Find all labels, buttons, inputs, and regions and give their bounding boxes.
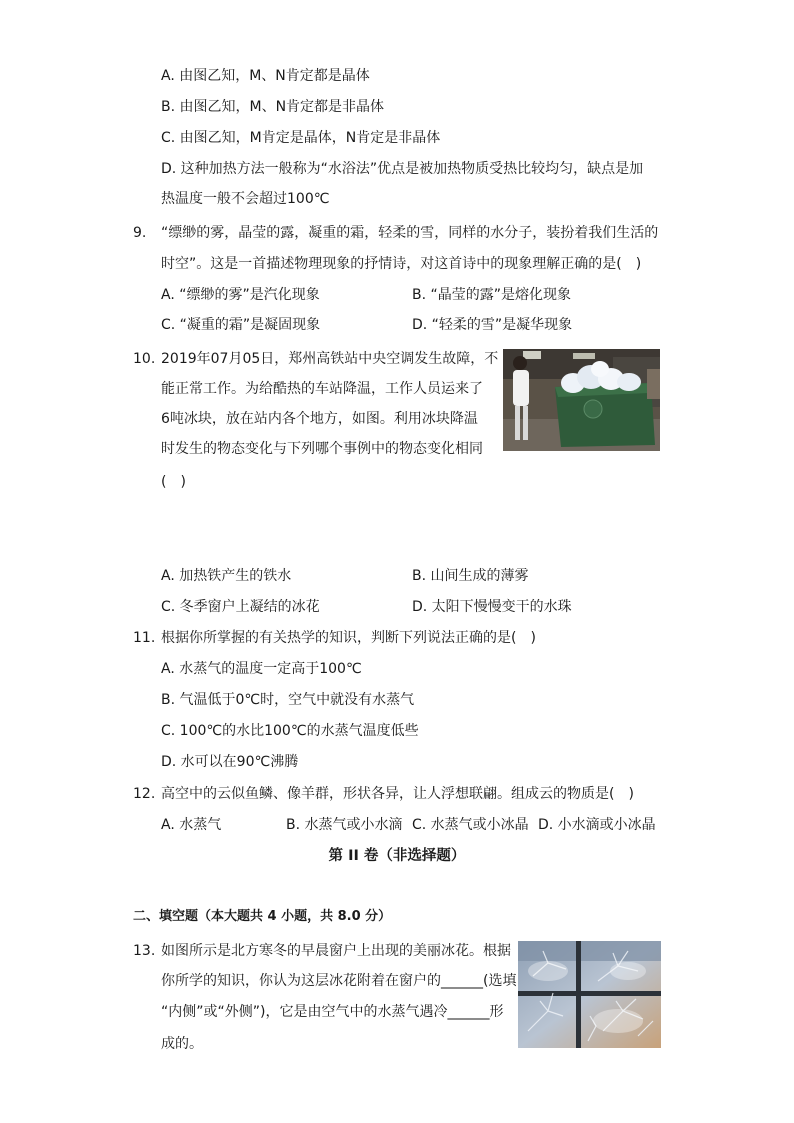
q10-stem-line-3: 6吨冰块，放在站内各个地方，如图。利用冰块降温 — [161, 411, 478, 427]
q11-option-c: C. 100℃的水比100℃的水蒸气温度低些 — [161, 723, 419, 739]
q8-option-d: D. 这种加热方法一般称为“水浴法”优点是被加热物质受热比较均匀，缺点是加 — [161, 161, 644, 177]
q11-option-a: A. 水蒸气的温度一定高于100℃ — [161, 661, 362, 677]
q9-option-b: B. “晶莹的露”是熔化现象 — [412, 287, 572, 303]
q9-number: 9. — [133, 225, 147, 241]
q12-option-c: C. 水蒸气或小冰晶 — [412, 817, 529, 833]
q10-option-b: B. 山间生成的薄雾 — [412, 568, 529, 584]
q11-option-d: D. 水可以在90℃沸腾 — [161, 754, 299, 770]
q9-option-d: D. “轻柔的雪”是凝华现象 — [412, 317, 573, 333]
q10-stem-line-2: 能正常工作。为给酷热的车站降温，工作人员运来了 — [161, 381, 483, 397]
q9-stem-line-2: 时空”。这是一首描述物理现象的抒情诗，对这首诗中的现象理解正确的是( ) — [161, 256, 642, 272]
q8-option-b: B. 由图乙知，M、N肯定都是非晶体 — [161, 99, 385, 115]
q13-number: 13. — [133, 943, 156, 959]
window-frost-photo — [518, 941, 661, 1048]
q13-stem-line-1: 如图所示是北方寒冬的早晨窗户上出现的美丽冰花。根据 — [161, 943, 511, 959]
q11-option-b: B. 气温低于0℃时，空气中就没有水蒸气 — [161, 692, 415, 708]
q13-stem-line-3: “内侧”或“外侧”)，它是由空气中的水蒸气遇冷______形 — [161, 1004, 504, 1020]
q11-stem: 根据你所掌握的有关热学的知识，判断下列说法正确的是( ) — [161, 630, 536, 646]
q10-option-a: A. 加热铁产生的铁水 — [161, 568, 292, 584]
q13-stem-line-2: 你所学的知识，你认为这层冰花附着在窗户的______(选填 — [161, 973, 517, 989]
q8-option-d-continued: 热温度一般不会超过100℃ — [161, 191, 330, 207]
q12-option-a: A. 水蒸气 — [161, 817, 222, 833]
q13-stem-line-4: 成的。 — [161, 1036, 203, 1052]
station-ice-photo — [503, 349, 660, 451]
q9-stem-line-1: “缥缈的雾，晶莹的露，凝重的霜，轻柔的雪，同样的水分子，装扮着我们生活的 — [161, 225, 659, 241]
q9-option-a: A. “缥缈的雾”是汽化现象 — [161, 287, 320, 303]
q10-stem-line-1: 2019年07月05日，郑州高铁站中央空调发生故障，不 — [161, 351, 499, 367]
q8-option-c: C. 由图乙知，M肯定是晶体，N肯定是非晶体 — [161, 130, 441, 146]
q12-number: 12. — [133, 786, 156, 802]
q8-option-a: A. 由图乙知，M、N肯定都是晶体 — [161, 68, 370, 84]
part-2-title: 第 II 卷（非选择题） — [328, 848, 466, 864]
section-2-title: 二、填空题（本大题共 4 小题，共 8.0 分） — [133, 909, 392, 924]
q10-number: 10. — [133, 351, 156, 367]
q12-option-b: B. 水蒸气或小水滴 — [286, 817, 403, 833]
q11-number: 11. — [133, 630, 156, 646]
q12-option-d: D. 小水滴或小冰晶 — [538, 817, 656, 833]
q10-option-d: D. 太阳下慢慢变干的水珠 — [412, 599, 572, 615]
q10-option-c: C. 冬季窗户上凝结的冰花 — [161, 599, 320, 615]
q9-option-c: C. “凝重的霜”是凝固现象 — [161, 317, 321, 333]
window-frost-illustration — [518, 941, 661, 1048]
q10-stem-line-4: 时发生的物态变化与下列哪个事例中的物态变化相同 — [161, 441, 483, 457]
station-ice-illustration — [503, 349, 660, 451]
q10-answer-paren: ( ) — [161, 474, 186, 490]
q12-stem: 高空中的云似鱼鳞、像羊群，形状各异，让人浮想联翩。组成云的物质是( ) — [161, 786, 634, 802]
